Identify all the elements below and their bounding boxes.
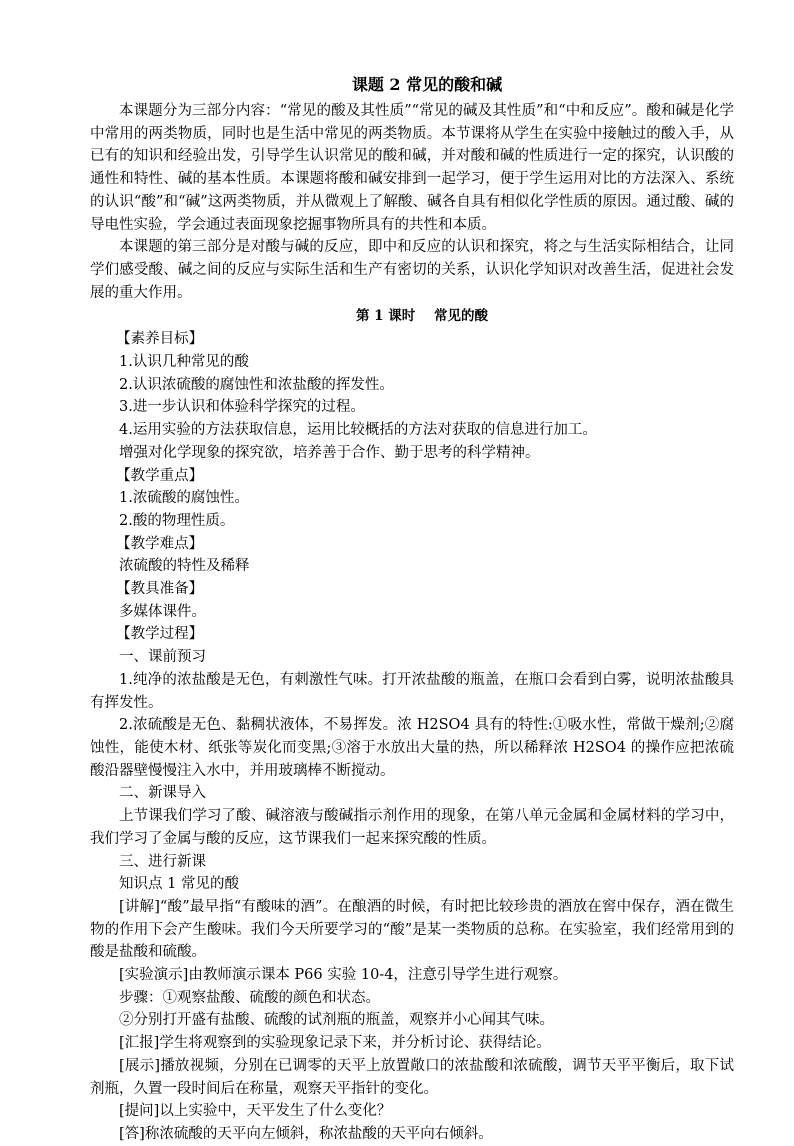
step-2-line: ②分别打开盛有盐酸、硫酸的试剂瓶的瓶盖，观察并小心闻其气味。	[119, 1012, 554, 1029]
report-line: [汇报]学生将观察到的实验现象记录下来，并分析讨论、获得结论。	[119, 1035, 551, 1052]
lesson-title: 第 1 课时 常见的酸	[355, 308, 489, 325]
tools-heading: 【教具准备】	[116, 581, 204, 598]
steps-line: 步骤：①观察盐酸、硫酸的颜色和状态。	[119, 989, 380, 1006]
document-page	[90, 70, 734, 1146]
key-point-item: 2.酸的物理性质。	[119, 512, 235, 529]
explain-paragraph: [讲解]“酸”最早指“有酸味的酒”。在酿酒的时候，有时把比较珍贵的酒放在窖中保存，酒在微生物的作用下会产生酸味。我们今天所要学习的“酸”是某一类物质的总称。在实验室，我们经常用到的酸是盐酸和硫酸。	[90, 898, 734, 961]
preview-heading: 一、课前预习	[119, 649, 206, 666]
tools-text: 多媒体课件。	[119, 603, 206, 620]
difficulty-text: 浓硫酸的特性及稀释	[119, 558, 250, 575]
intro-paragraph-2: 本课题的第三部分是对酸与碱的反应，即中和反应的认识和探究，将之与生活实际相结合，让同学们感受酸、碱之间的反应与实际生活和生产有密切的关系，认识化学知识对改善生活，促进社会发展的重大作用。	[90, 239, 734, 301]
page-title: 课题 2 常见的酸和碱	[351, 75, 503, 94]
intro-paragraph-1: 本课题分为三部分内容：“常见的酸及其性质”“常见的碱及其性质”和“中和反应”。酸和碱是化学中常用的两类物质，同时也是生活中常见的两类物质。本节课将从学生在实验中接触过的酸入手，从已有的知识和经验出发，引导学生认识常见的酸和碱，并对酸和碱的性质进行一定的探究，认识酸的通性和特性、碱的基本性质。本课题将酸和碱安排到一起学习，便于学生运用对比的方法深入、系统的认识“酸”和“碱”这两类物质，并从微观上了解酸、碱各自具有相似化学性质的原因。通过酸、碱的导电性实验，学会通过表面现象挖掘事物所具有的共性和本质。	[90, 103, 734, 233]
objectives-heading: 【素养目标】	[116, 331, 204, 348]
preview-paragraph-2: 2.浓硫酸是无色、黏稠状液体，不易挥发。浓 H2SO4 具有的特性:①吸水性，常做干燥剂;②腐蚀性，能使木材、纸张等炭化而变黑;③溶于水放出大量的热，所以稀释浓 H2SO4 的操作应把浓硫酸沿器壁慢慢注入水中，并用玻璃棒不断搅动。	[90, 717, 734, 779]
new-intro-heading: 二、新课导入	[119, 785, 206, 802]
objective-item: 3.进一步认识和体验科学探究的过程。	[119, 399, 365, 416]
objective-item: 4.运用实验的方法获取信息，运用比较概括的方法对获取的信息进行加工。	[119, 422, 597, 439]
key-points-heading: 【教学重点】	[116, 467, 204, 484]
preview-paragraph-1: 1.纯净的浓盐酸是无色，有刺激性气味。打开浓盐酸的瓶盖，在瓶口会看到白雾，说明浓盐酸具有挥发性。	[90, 671, 734, 711]
objective-item: 增强对化学现象的探究欲，培养善于合作、勤于思考的科学精神。	[119, 444, 540, 461]
demo-line: [实验演示]由教师演示课本 P66 实验 10-4，注意引导学生进行观察。	[119, 967, 568, 984]
objective-item: 1.认识几种常见的酸	[119, 354, 249, 371]
answer-line: [答]称浓硫酸的天平向左倾斜，称浓盐酸的天平向右倾斜。	[119, 1125, 493, 1142]
show-paragraph: [展示]播放视频，分别在已调零的天平上放置敞口的浓盐酸和浓硫酸，调节天平平衡后，取下试剂瓶，久置一段时间后在称量，观察天平指针的变化。	[90, 1057, 734, 1097]
objective-item: 2.认识浓硫酸的腐蚀性和浓盐酸的挥发性。	[119, 376, 394, 393]
new-lesson-heading: 三、进行新课	[119, 853, 206, 870]
new-intro-paragraph: 上节课我们学习了酸、碱溶液与酸碱指示剂作用的现象，在第八单元金属和金属材料的学习中，我们学习了金属与酸的反应，这节课我们一起来探究酸的性质。	[90, 808, 734, 847]
knowledge-point-heading: 知识点 1 常见的酸	[119, 876, 239, 893]
difficulty-heading: 【教学难点】	[116, 535, 204, 552]
key-point-item: 1.浓硫酸的腐蚀性。	[119, 490, 249, 507]
process-heading: 【教学过程】	[116, 626, 204, 643]
question-line: [提问]以上实验中，天平发生了什么变化？	[119, 1103, 392, 1120]
